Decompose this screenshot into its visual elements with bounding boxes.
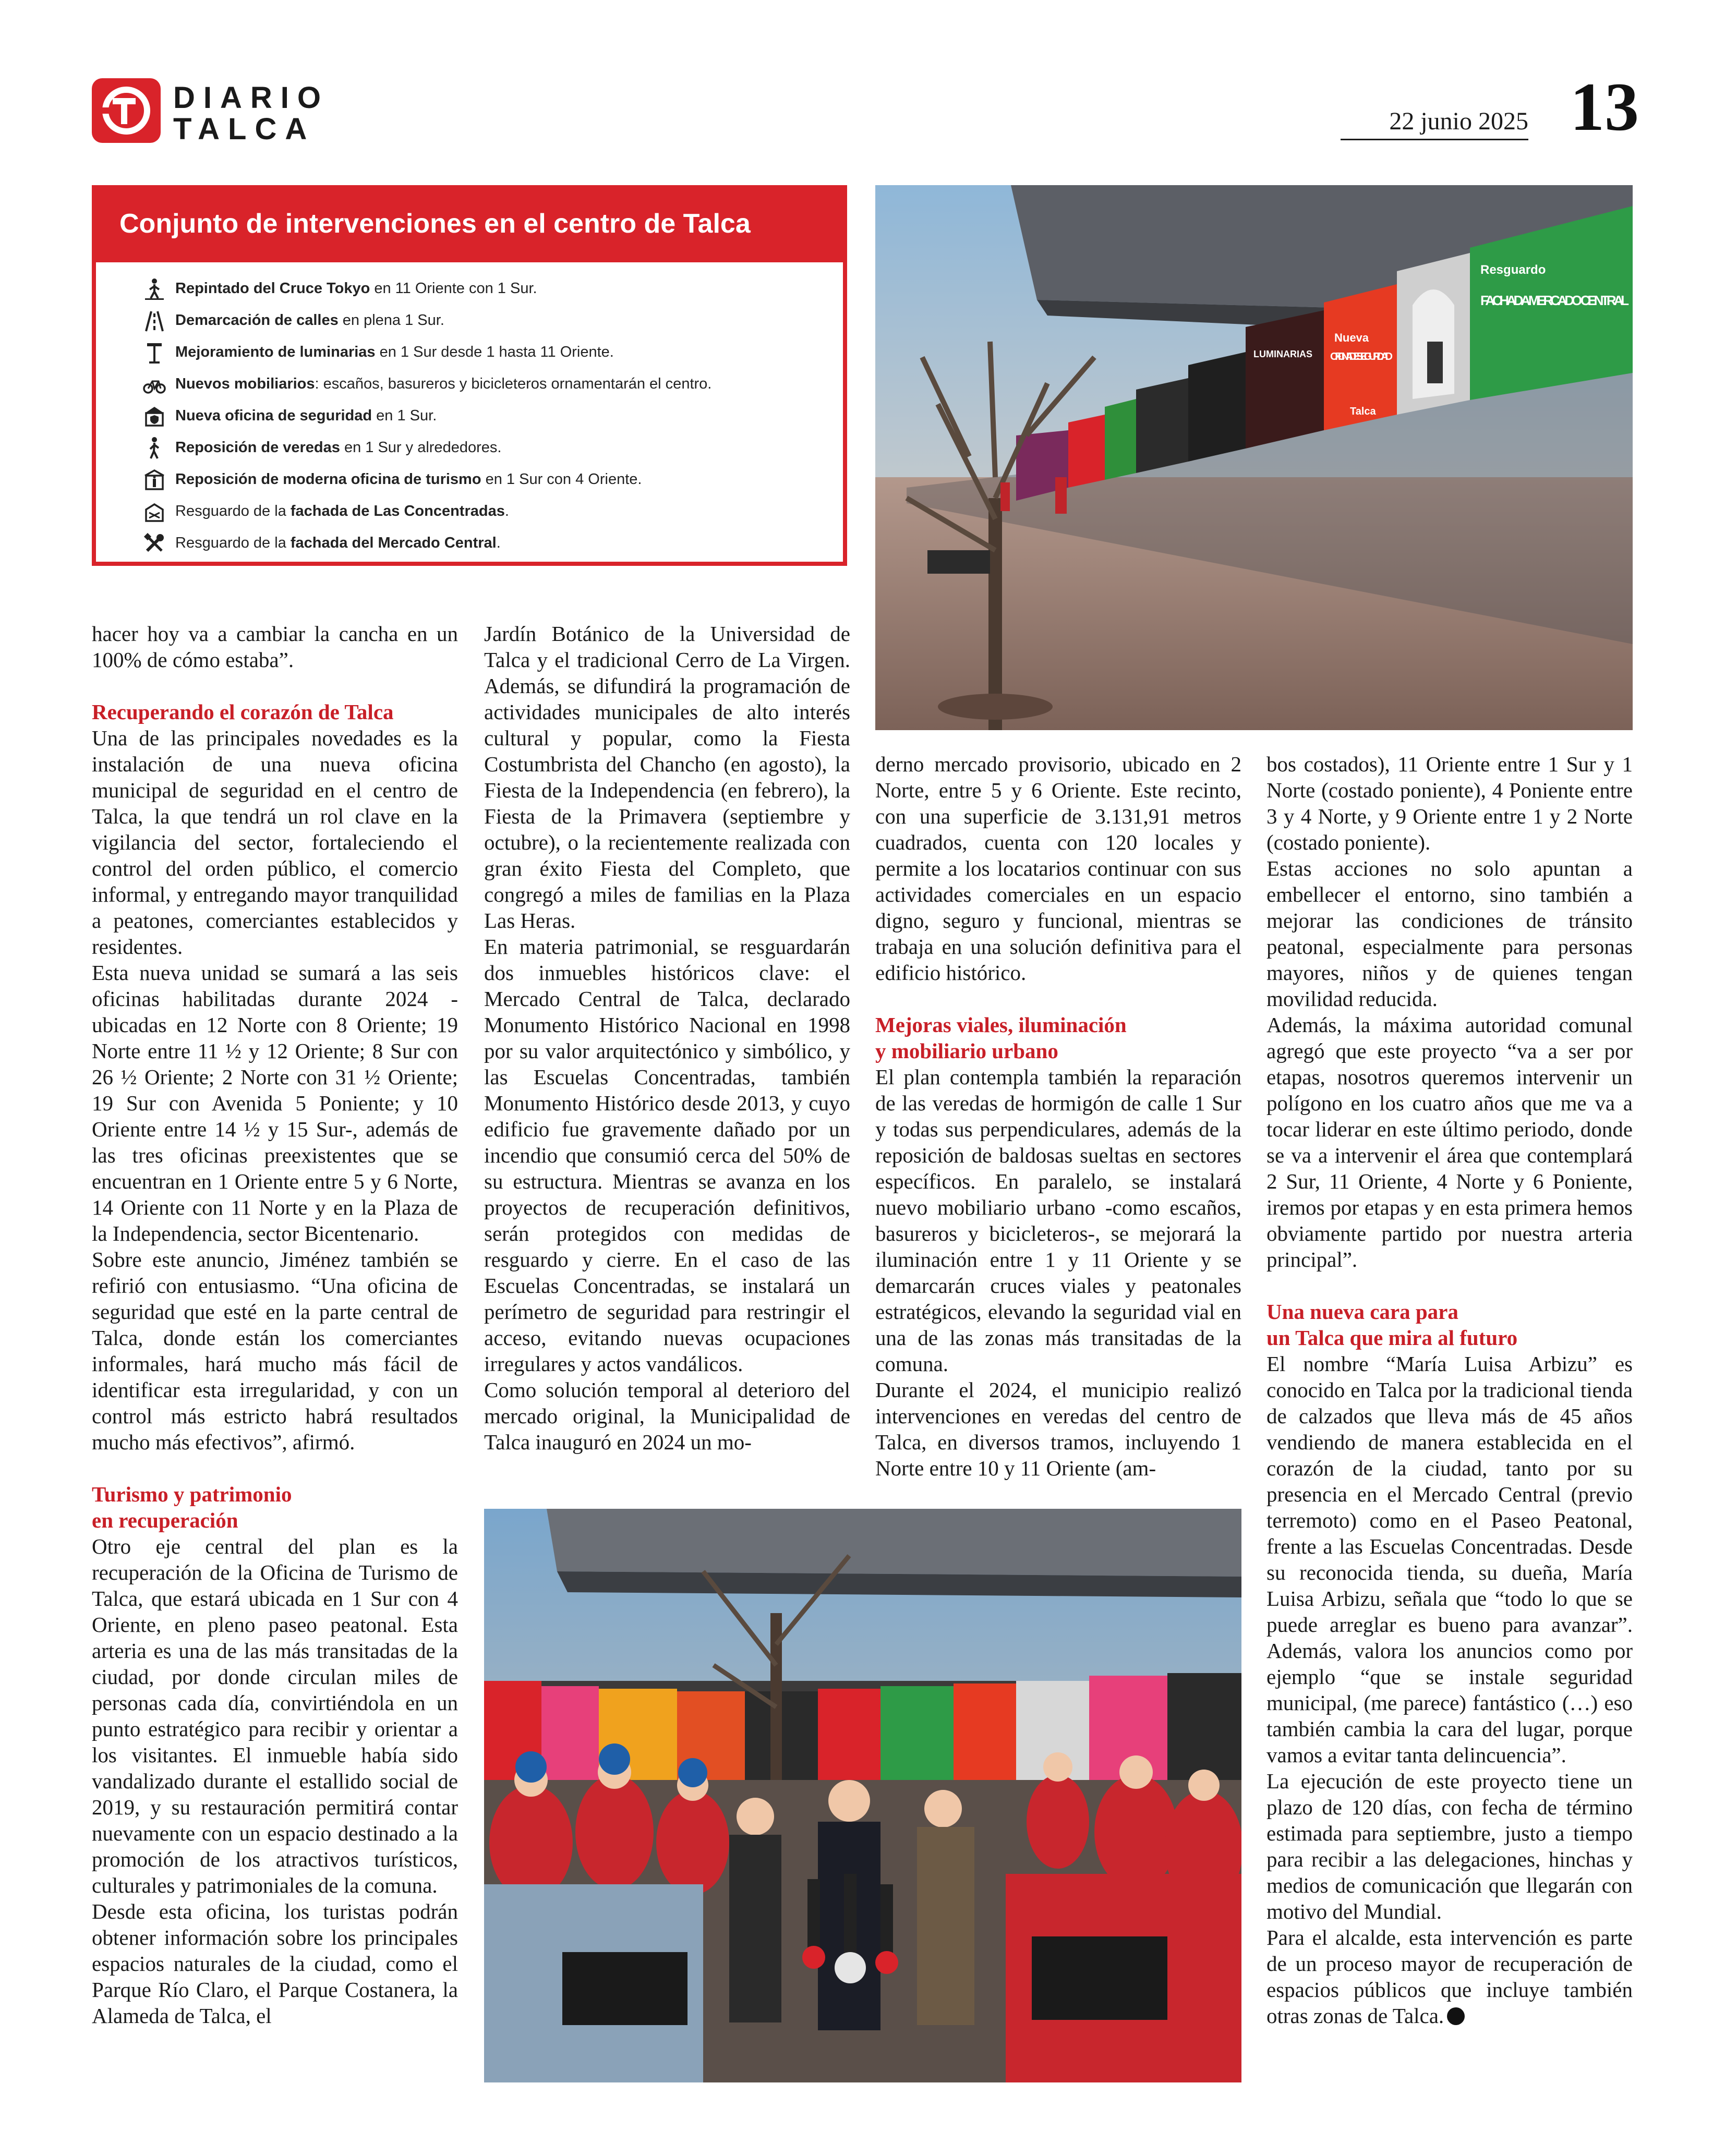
list-item: Mejoramiento de luminarias en 1 Sur desde 1 hasta 11 Oriente. [143,336,822,368]
article-column-3 [875,751,1241,1481]
logo-line-2: TALCA [173,112,316,146]
security-office-icon [143,405,166,428]
banner-text-luminarias: LUMINARIAS [1253,349,1312,359]
infobox-header [96,189,843,262]
facade-protection-icon [143,500,166,523]
paragraph: En materia patrimonial, se resguardarán dos inmuebles históricos clave: el Mercado Central de Talca, declarado Monumento Histórico Nacional en 1998 por su valor arquitectónico y simbólico, y las Escuelas Concentradas, también Monumento Histórico desde 2013, y cuyo edificio fue gravemente dañado por un incendio que consumió cerca del 50% de su estructura. Mientras se avanza en los proyectos de recuperación definitivos, serán protegidos con medidas de resguardo y cierre. En el caso de las Escuelas Concentradas, se instalará un perímetro de seguridad para restringir el acceso, evitando nuevas ocupaciones irregulares y actos vandálicos. [484,935,850,1376]
paragraph: La ejecución de este proyecto tiene un plazo de 120 días, con fecha de término estimada para septiembre, justo a tiempo para recibir a las delegaciones, hinchas y medios de comunicación que llegarán con motivo del Mundial. [1266,1769,1633,1923]
diario-talca-logo-icon [92,78,161,143]
list-item: Reposición de moderna oficina de turismo en 1 Sur con 4 Oriente. [143,464,822,495]
article-column-4 [1266,751,1633,2029]
article-column-2 [484,621,850,1455]
paragraph: Además, la máxima autoridad comunal agregó que este proyecto “va a ser por etapas, nosotros queremos intervenir un polígono en los cuatro años que me va a tocar liderar en este último periodo, donde se va a intervenir el área que contemplará 2 Sur, 11 Oriente, 4 Norte y 6 Poniente, iremos por etapas y en esta primera hemos obviamente partido por nuestra arteria principal”. [1266,1013,1633,1271]
logo-wordmark [173,82,329,145]
paragraph: bos costados), 11 Oriente entre 1 Sur y 1 Norte (costado poniente), 4 Poniente entre 3 y 4 Norte, y 9 Oriente entre 1 y 2 Norte (costado poniente). [1266,752,1633,854]
road-marking-icon [143,309,166,332]
issue-date: 22 junio 2025 [1389,107,1528,135]
subheading-mejoras: Mejoras viales, iluminación y mobiliario urbano [875,1013,1127,1063]
list-item: Demarcación de calles en plena 1 Sur. [143,305,822,336]
paragraph: Estas acciones no solo apuntan a embellecer el entorno, sino también a mejorar las condiciones de tránsito peatonal, especialmente para personas mayores, niños y de quienes tengan movilidad reducida. [1266,856,1633,1011]
paragraph: El plan contempla también la reparación de las veredas de hormigón de calle 1 Sur y todas sus perpendiculares, además de la reposición de baldosas sueltas en sectores específicos. En paralelo, se instalará nuevo mobiliario urbano -como escaños, basureros y bicicleteros-, se mejorará la iluminación entre 1 y 11 Oriente y se demarcarán cruces viales y peatonales estratégicos, elevando la seguridad vial en una de las zonas más transitadas de la comuna. [875,1065,1241,1376]
subheading-recuperando: Recuperando el corazón de Talca [92,700,394,724]
paragraph: hacer hoy va a cambiar la cancha en un 100% de cómo estaba”. [92,622,458,672]
subheading-nueva-cara: Una nueva cara para un Talca que mira al futuro [1266,1300,1518,1350]
article-column-1 [92,621,458,2029]
banner-text-fachada: FACHADA MERCADO CENTRAL [1480,293,1629,308]
list-item: Nueva oficina de seguridad en 1 Sur. [143,400,822,432]
press-conference-photo [484,1509,1241,2082]
banner-text-resguardo: Resguardo [1480,263,1546,277]
list-item: Reposición de veredas en 1 Sur y alrededores. [143,432,822,464]
tourism-office-icon [143,468,166,491]
sidewalk-walker-icon [143,437,166,459]
list-item: Repintado del Cruce Tokyo en 11 Oriente con 1 Sur. [143,273,822,305]
paragraph: Jardín Botánico de la Universidad de Talca y el tradicional Cerro de La Virgen. Además, se difundirá la programación de actividades municipales de alto interés cultural y popular, como la Fiesta Costumbrista del Chancho (en agosto), la Fiesta de la Independencia (en febrero), la Fiesta de la Primavera (septiembre y octubre), o la recientemente realizada con gran éxito Fiesta del Completo, que congregó a miles de familias en la Plaza Las Heras. [484,622,850,932]
banner-text-nueva: Nueva [1334,331,1369,344]
bicycle-bench-icon [143,373,166,396]
date-rule [1341,139,1528,140]
paragraph: Otro eje central del plan es la recuperación de la Oficina de Turismo de Talca, que estará ubicada en 1 Sur con 4 Oriente, en pleno paseo peatonal. Esta arteria es una de las más transitadas de la ciudad, por donde circulan miles de personas cada día, convirtiéndola en un punto estratégico para recibir y orientar a los visitantes. El inmueble había sido vandalizado durante el estallido social de 2019, y su restauración permitirá contar nuevamente con un espacio destinado a la promoción de los atractivos turísticos, culturales y patrimoniales de la comuna. [92,1534,458,1897]
interventions-infobox [92,185,847,566]
list-item: Nuevos mobiliarios: escaños, basureros y bicicleteros ornamentarán el centro. [143,368,822,400]
banner-text-oficina: OFICINA DE SEGURIDAD [1330,351,1393,362]
paragraph: Desde esta oficina, los turistas podrán obtener información sobre los principales espacios naturales de la ciudad, como el Parque Río Claro, el Parque Costanera, la Alameda de Talca, el [92,1899,458,2028]
paragraph: Esta nueva unidad se sumará a las seis oficinas habilitadas durante 2024 -ubicadas en 12 Norte con 8 Oriente; 19 Norte entre 11 ½ y 12 Oriente; 8 Sur con 26 ½ Oriente; 2 Norte con 31 ½ Oriente; 19 Sur con Avenida 5 Poniente; y 10 Oriente entre 14 ½ y 15 Sur-, además de las tres oficinas preexistentes que se encuentran en 1 Oriente entre 5 y 6 Norte, 14 Oriente con 11 Norte y en la Plaza de la Independencia, sector Bicentenario. [92,961,458,1245]
paragraph: Sobre este anuncio, Jiménez también se refirió con entusiasmo. “Una oficina de seguridad que esté en la parte central de Talca, donde están los comerciantes informales, hará mucho más fácil de identificar esta irregularidad, y con un control más estricto habrá resultados mucho más efectivos”, afirmó. [92,1247,458,1454]
infobox-title: Conjunto de intervenciones en el centro de Talca [119,209,751,239]
promenade-banners-photo [875,185,1633,730]
page-number: 13 [1570,68,1639,145]
end-of-article-icon [1447,2007,1465,2025]
banner-text-talca: Talca [1350,406,1376,417]
streetlight-icon [143,341,166,364]
list-item: Resguardo de la fachada del Mercado Central. [143,527,822,559]
interventions-list [143,273,822,559]
logo-line-1: DIARIO [173,81,329,115]
paragraph: Durante el 2024, el municipio realizó intervenciones en veredas del centro de Talca, en diversos tramos, incluyendo 1 Norte entre 10 y 11 Oriente (am- [875,1378,1241,1480]
paragraph: Para el alcalde, esta intervención es parte de un proceso mayor de recuperación de espacios públicos que incluye también otras zonas de Talca. [1266,1925,1633,2028]
pedestrian-crossing-icon [143,277,166,300]
subheading-turismo: Turismo y patrimonio en recuperación [92,1482,292,1532]
list-item: Resguardo de la fachada de Las Concentradas. [143,495,822,527]
paragraph: Como solución temporal al deterioro del mercado original, la Municipalidad de Talca inauguró en 2024 un mo- [484,1378,850,1454]
paragraph: derno mercado provisorio, ubicado en 2 Norte, entre 5 y 6 Oriente. Este recinto, con una superficie de 3.131,91 metros cuadrados, cuenta con 120 locales y permite a los locatarios continuar con sus actividades comerciales en un espacio digno, seguro y funcional, mientras se trabaja en una solución definitiva para el edificio histórico. [875,752,1241,985]
paragraph: Una de las principales novedades es la instalación de una nueva oficina municipal de seguridad en el centro de Talca, la que tendrá un rol clave en la vigilancia del sector, fortaleciendo el control del orden público, el comercio informal, y entregando mayor tranquilidad a peatones, comerciantes establecidos y residentes. [92,726,458,959]
paragraph: El nombre “María Luisa Arbizu” es conocido en Talca por la tradicional tienda de calzados que lleva más de 45 años vendiendo de manera establecida en el corazón de la ciudad, tanto por su presencia en el Mercado Central (previo terremoto) como en el Paseo Peatonal, frente a las Escuelas Concentradas. Desde su reconocida tienda, su dueña, María Luisa Arbizu, señala que “todo lo que se puede arreglar es bueno para avanzar”. Además, valora los anuncios como por ejemplo “que se instale seguridad municipal, (me parece) fantástico (…) eso también cambia la cara del lugar, porque vamos a evitar tanta delincuencia”. [1266,1352,1633,1767]
tools-icon [143,532,166,555]
